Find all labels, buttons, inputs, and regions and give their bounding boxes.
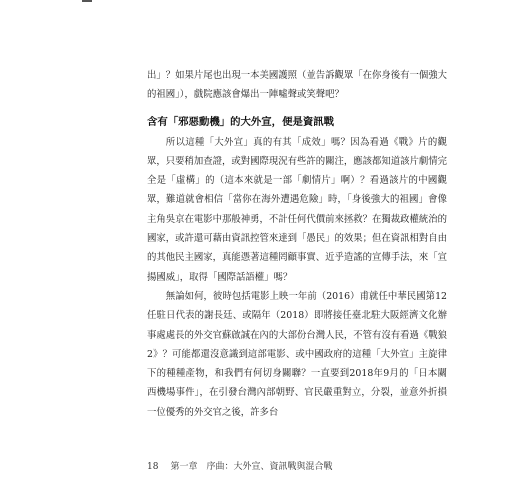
running-footer-chapter: 第一章 序曲：大外宣、資訊戰與混合戰 xyxy=(170,462,333,472)
page-number: 18 xyxy=(147,462,159,472)
body-paragraph: 無論如何，彼時包括電影上映一年前（2016）甫就任中華民國第12任駐日代表的謝長廷、或隔年（2018）即將接任臺北駐大阪經濟文化辦事處處長的外交官蘇啟誠在內的大部份台灣人民，不管有沒有看過《戰狼2》？可能都還沒意識到這部電影、或中國政府的這種「大外宣」主旋律下的種種產物，和我們有何切身關聯？一直要到2018年9月的「日本關西機場事件」，在引發台灣內部朝野、官民嚴重對立，分裂，並意外折損一位優秀的外交官之後，許多台 xyxy=(147,290,448,418)
page-body xyxy=(147,66,447,422)
opening-paragraph: 出」？如果片尾也出現一本美國護照（並告訴觀眾「在你身後有一個強大的祖國」），戲院應該會爆出一陣噓聲或笑聲吧？ xyxy=(147,70,448,101)
body-paragraph: 所以這種「大外宣」真的有其「成效」嗎？因為看過《戰》片的觀眾，只要稍加查證，或對國際現況有些許的關注，應該都知道該片劇情完全是「虛構」的（這本來就是一部「劇情片」啊）？看過該片的中國觀眾，難道就會相信「當你在海外遭遇危險」時，「身後強大的祖國」會像主角吳京在電影中那般神勇，不計任何代價前來拯救？在獨裁政權統治的國家，或許還可藉由資訊控管來達到「愚民」的效果；但在資訊相對自由的其他民主國家，真能憑著這種罔顧事實、近乎造謠的宣傳手法，來「宣揚國威」，取得「國際話語權」嗎？ xyxy=(147,136,448,283)
section-heading: 含有「邪惡動機」的大外宣，便是資訊戰 xyxy=(147,115,335,128)
page-corner-mark xyxy=(82,0,92,2)
page-footer xyxy=(147,460,447,474)
